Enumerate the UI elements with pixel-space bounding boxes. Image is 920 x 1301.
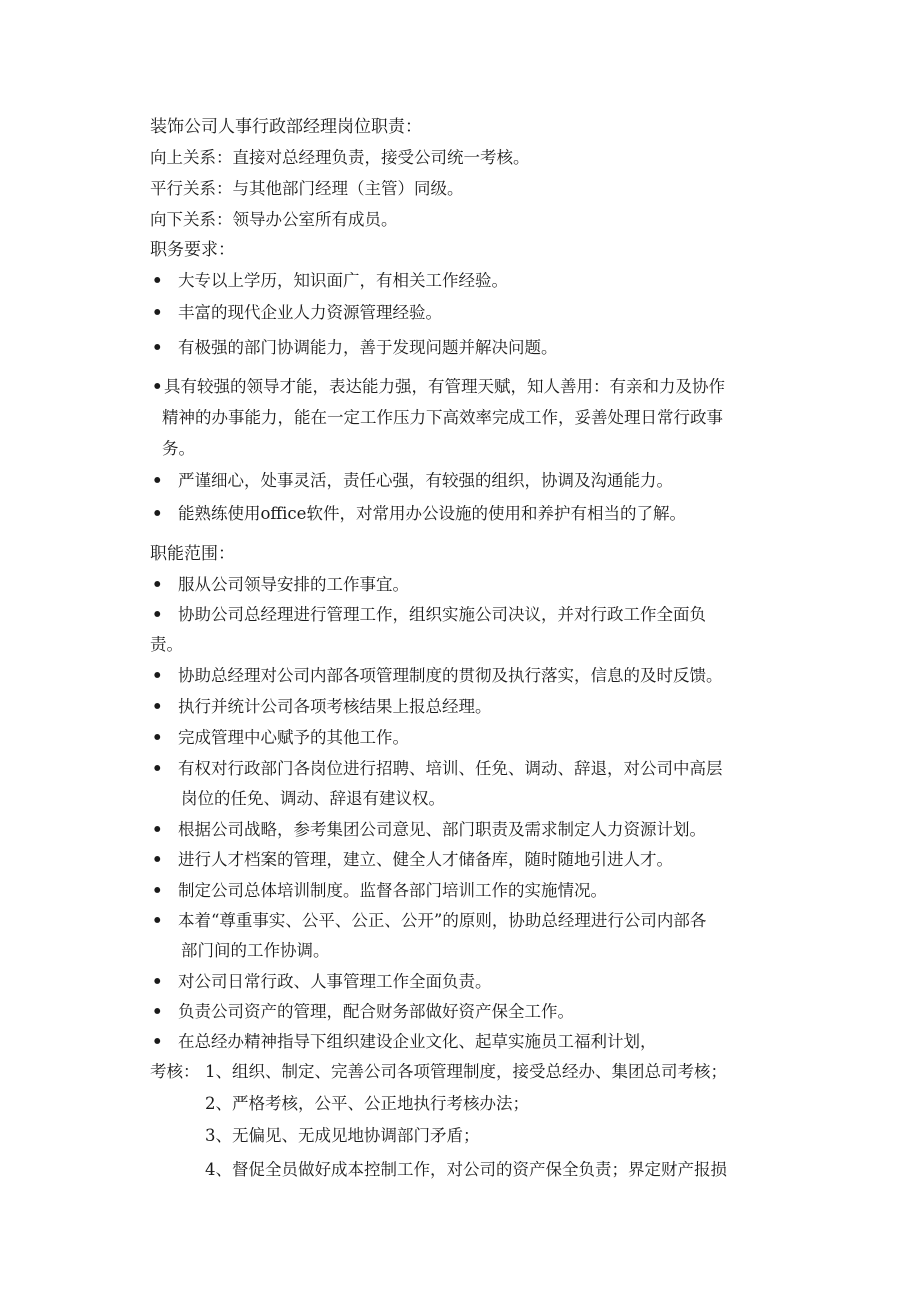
bullet-icon: • xyxy=(152,697,163,716)
bullet-icon: • xyxy=(152,759,163,778)
bullet-icon: • xyxy=(152,972,163,991)
scope-item: 完成管理中心赋予的其他工作。 xyxy=(178,728,409,747)
bullet-icon: • xyxy=(152,850,163,869)
scope-item: 对公司日常行政、人事管理工作全面负责。 xyxy=(178,972,492,991)
requirement-item: 具有较强的领导才能，表达能力强，有管理天赋，知人善用：有亲和力及协作 xyxy=(164,377,725,396)
requirement-item-continued: 务。 xyxy=(162,439,195,458)
bullet-icon: • xyxy=(152,1002,163,1021)
scope-item: 有权对行政部门各岗位进行招聘、培训、任免、调动、辞退，对公司中高层 xyxy=(178,759,723,778)
scope-heading: 职能范围： xyxy=(150,544,235,564)
scope-item-continued: 岗位的任免、调动、辞退有建议权。 xyxy=(181,789,445,808)
bullet-icon: • xyxy=(152,338,163,357)
assessment-item: 3、无偏见、无成见地协调部门矛盾； xyxy=(205,1126,480,1145)
bullet-icon: • xyxy=(152,377,163,396)
relation-up: 向上关系：直接对总经理负责，接受公司统一考核。 xyxy=(150,148,530,167)
relation-parallel: 平行关系：与其他部门经理（主管）同级。 xyxy=(150,179,464,198)
scope-item: 进行人才档案的管理，建立、健全人才储备库，随时随地引进人才。 xyxy=(178,850,673,869)
requirement-item: 有极强的部门协调能力，善于发现问题并解决问题。 xyxy=(178,338,558,357)
scope-item: 制定公司总体培训制度。监督各部门培训工作的实施情况。 xyxy=(178,881,607,900)
scope-item-continued: 部门间的工作协调。 xyxy=(181,941,330,960)
requirement-item: 丰富的现代企业人力资源管理经验。 xyxy=(178,303,442,322)
scope-item-continued: 责。 xyxy=(150,635,183,654)
bullet-icon: • xyxy=(152,666,163,685)
requirement-item: 严谨细心，处事灵活，责任心强，有较强的组织，协调及沟通能力。 xyxy=(178,471,673,490)
scope-item: 本着“尊重事实、公平、公正、公开”的原则，协助总经理进行公司内部各 xyxy=(178,911,707,930)
scope-item: 执行并统计公司各项考核结果上报总经理。 xyxy=(178,697,492,716)
document-title: 装饰公司人事行政部经理岗位职责： xyxy=(150,117,422,137)
requirement-item: 能熟练使用office软件，对常用办公设施的使用和养护有相当的了解。 xyxy=(178,504,686,523)
bullet-icon: • xyxy=(152,605,163,624)
assessment-label: 考核： xyxy=(150,1062,200,1081)
bullet-icon: • xyxy=(152,271,163,290)
requirement-item-continued: 精神的办事能力，能在一定工作压力下高效率完成工作，妥善处理日常行政事 xyxy=(162,408,723,427)
bullet-icon: • xyxy=(152,728,163,747)
bullet-icon: • xyxy=(152,575,163,594)
bullet-icon: • xyxy=(152,303,163,322)
requirements-heading: 职务要求： xyxy=(150,240,235,260)
bullet-icon: • xyxy=(152,504,163,523)
bullet-icon: • xyxy=(152,881,163,900)
bullet-icon: • xyxy=(152,471,163,490)
bullet-icon: • xyxy=(152,911,163,930)
scope-item: 负责公司资产的管理，配合财务部做好资产保全工作。 xyxy=(178,1002,574,1021)
assessment-item: 4、督促全员做好成本控制工作，对公司的资产保全负责；界定财产报损 xyxy=(205,1160,727,1179)
assessment-item: 2、严格考核，公平、公正地执行考核办法； xyxy=(205,1094,529,1113)
requirement-item: 大专以上学历，知识面广，有相关工作经验。 xyxy=(178,271,508,290)
assessment-item: 1、组织、制定、完善公司各项管理制度，接受总经办、集团总司考核； xyxy=(205,1062,727,1081)
scope-item: 服从公司领导安排的工作事宜。 xyxy=(178,575,409,594)
scope-item: 协助公司总经理进行管理工作，组织实施公司决议，并对行政工作全面负 xyxy=(178,605,706,624)
scope-item: 协助总经理对公司内部各项管理制度的贯彻及执行落实，信息的及时反馈。 xyxy=(178,666,723,685)
relation-down: 向下关系：领导办公室所有成员。 xyxy=(150,210,398,229)
scope-item: 在总经办精神指导下组织建设企业文化、起草实施员工福利计划， xyxy=(178,1032,657,1051)
bullet-icon: • xyxy=(152,1032,163,1051)
scope-item: 根据公司战略，参考集团公司意见、部门职责及需求制定人力资源计划。 xyxy=(178,820,706,839)
bullet-icon: • xyxy=(152,820,163,839)
